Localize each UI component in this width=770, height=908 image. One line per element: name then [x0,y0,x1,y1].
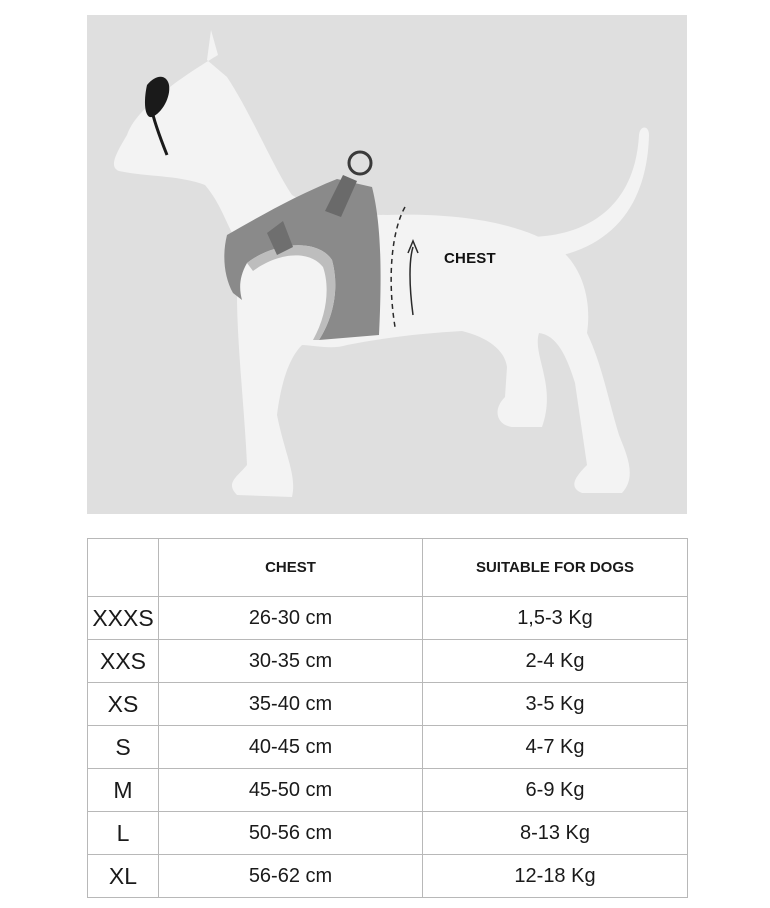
size-cell: XS [88,683,159,726]
size-cell: S [88,726,159,769]
chest-cell: 35-40 cm [159,683,423,726]
weight-cell: 3-5 Kg [423,683,688,726]
weight-cell: 2-4 Kg [423,640,688,683]
table-row [88,812,688,855]
header-suitable-for-dogs: SUITABLE FOR DOGS [423,539,688,597]
size-cell: L [88,812,159,855]
table-row [88,769,688,812]
dog-harness-diagram [87,15,687,514]
size-cell: XXS [88,640,159,683]
chest-cell: 30-35 cm [159,640,423,683]
dog-illustration [87,15,687,514]
size-chart-table [87,538,688,898]
size-cell: XXXS [88,597,159,640]
harness-d-ring [349,152,371,174]
size-cell: M [88,769,159,812]
table-row [88,597,688,640]
table-row [88,726,688,769]
table-row [88,640,688,683]
weight-cell: 8-13 Kg [423,812,688,855]
chest-cell: 50-56 cm [159,812,423,855]
table-row [88,855,688,898]
chest-cell: 56-62 cm [159,855,423,898]
weight-cell: 4-7 Kg [423,726,688,769]
header-size [88,539,159,597]
weight-cell: 12-18 Kg [423,855,688,898]
table-row [88,683,688,726]
chest-label: CHEST [444,250,496,267]
size-cell: XL [88,855,159,898]
header-chest: CHEST [159,539,423,597]
chest-cell: 26-30 cm [159,597,423,640]
table-header-row [88,539,688,597]
chest-cell: 45-50 cm [159,769,423,812]
chest-cell: 40-45 cm [159,726,423,769]
weight-cell: 1,5-3 Kg [423,597,688,640]
weight-cell: 6-9 Kg [423,769,688,812]
